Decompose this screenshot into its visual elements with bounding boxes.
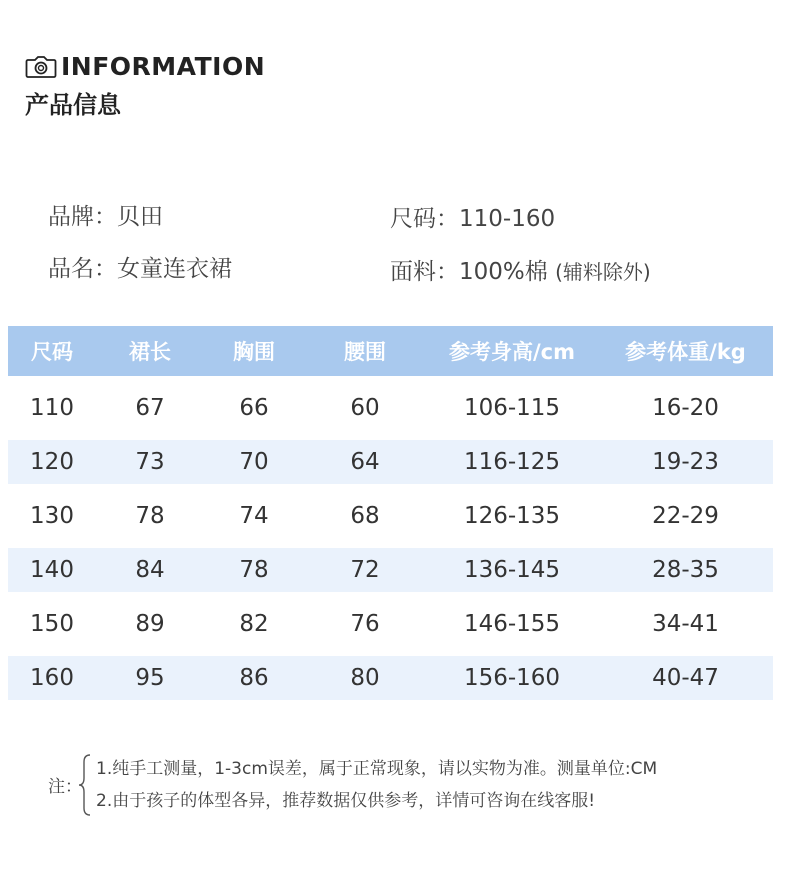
table-row <box>8 602 773 646</box>
notes-label: 注： <box>48 777 82 797</box>
table-cell: 72 <box>350 557 380 583</box>
table-cell: 64 <box>350 449 380 475</box>
note-line-1: 1.纯手工测量，1-3cm误差，属于正常现象，请以实物为准。测量单位:CM <box>96 759 658 779</box>
table-row <box>8 386 773 430</box>
table-cell: 76 <box>350 611 380 637</box>
title-english: INFORMATION <box>61 52 266 81</box>
table-cell: 40-47 <box>652 665 719 691</box>
info-header <box>25 52 265 120</box>
column-header: 腰围 <box>344 340 386 364</box>
table-cell: 116-125 <box>463 449 561 475</box>
fabric-text: 面料：100%棉 <box>390 259 548 285</box>
column-header: 参考体重/kg <box>625 340 746 364</box>
fabric-info <box>390 253 651 286</box>
table-cell: 95 <box>135 665 165 691</box>
table-cell: 74 <box>239 503 269 529</box>
title-chinese: 产品信息 <box>25 91 121 119</box>
table-cell: 146-155 <box>463 611 561 637</box>
table-cell: 84 <box>135 557 165 583</box>
table-cell: 82 <box>239 611 269 637</box>
table-cell: 22-29 <box>652 503 719 529</box>
table-cell: 140 <box>30 557 74 583</box>
table-row <box>8 494 773 538</box>
column-header: 裙长 <box>129 340 171 364</box>
table-cell: 16-20 <box>652 395 719 421</box>
table-cell: 136-145 <box>463 557 561 583</box>
brand-info: 品牌：贝田 <box>48 204 163 230</box>
table-cell: 80 <box>350 665 380 691</box>
table-cell: 126-135 <box>463 503 561 529</box>
table-cell: 73 <box>135 449 165 475</box>
table-cell: 67 <box>135 395 165 421</box>
table-cell: 130 <box>30 503 74 529</box>
note-line-2: 2.由于孩子的体型各异，推荐数据仅供参考，详情可咨询在线客服! <box>96 791 596 811</box>
size-range-info: 尺码：110-160 <box>390 206 556 232</box>
table-cell: 60 <box>350 395 380 421</box>
product-name-info: 品名：女童连衣裙 <box>48 256 232 282</box>
table-cell: 160 <box>30 665 74 691</box>
table-row <box>8 656 773 700</box>
table-cell: 78 <box>135 503 165 529</box>
table-row <box>8 440 773 484</box>
table-cell: 68 <box>350 503 380 529</box>
table-cell: 89 <box>135 611 165 637</box>
camera-icon <box>25 54 57 80</box>
fabric-note: (辅料除外) <box>555 260 651 284</box>
table-cell: 106-115 <box>463 395 561 421</box>
table-row <box>8 548 773 592</box>
column-header: 胸围 <box>233 340 275 364</box>
table-cell: 86 <box>239 665 269 691</box>
table-cell: 78 <box>239 557 269 583</box>
table-header <box>8 326 773 376</box>
table-cell: 120 <box>30 449 74 475</box>
table-cell: 150 <box>30 611 74 637</box>
table-cell: 156-160 <box>463 665 561 691</box>
table-cell: 28-35 <box>652 557 719 583</box>
column-header: 参考身高/cm <box>449 340 575 364</box>
table-cell: 34-41 <box>652 611 719 637</box>
size-table <box>8 326 773 700</box>
table-cell: 19-23 <box>652 449 719 475</box>
brace-icon <box>78 754 92 816</box>
table-cell: 110 <box>30 395 74 421</box>
column-header: 尺码 <box>31 340 73 364</box>
table-cell: 70 <box>239 449 269 475</box>
table-cell: 66 <box>239 395 269 421</box>
